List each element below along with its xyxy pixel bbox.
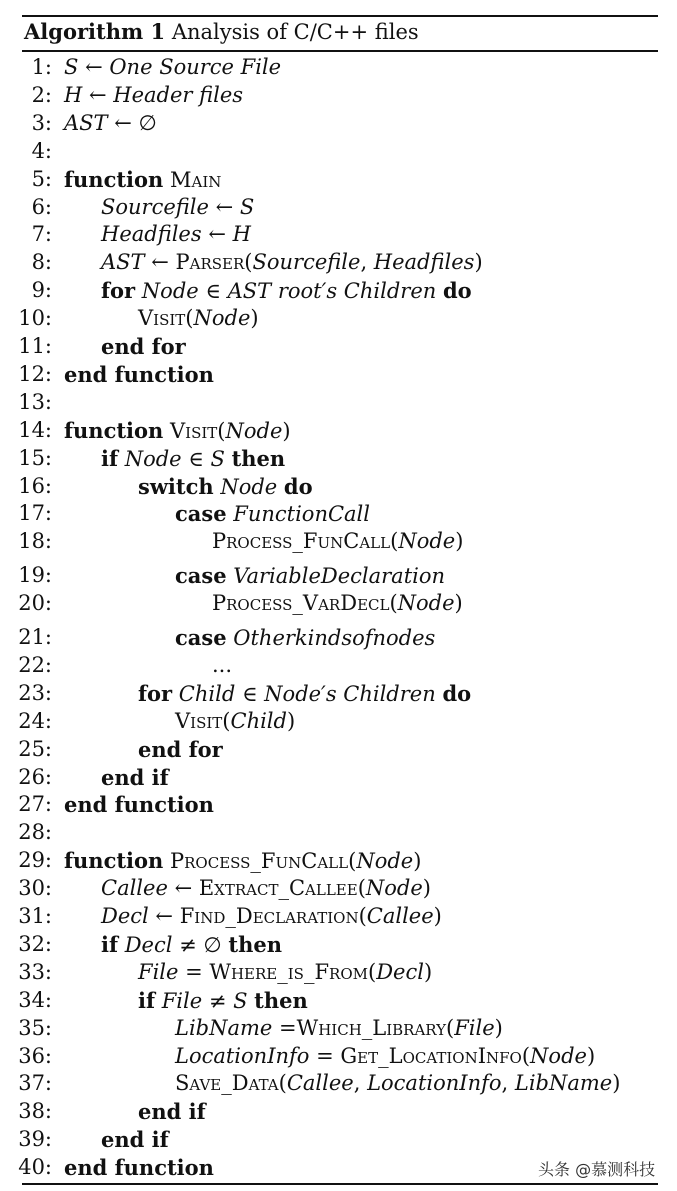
variable: H <box>64 82 83 107</box>
code-text: , <box>353 1071 368 1096</box>
code-text: ) <box>612 1071 621 1096</box>
keyword: end function <box>64 361 214 387</box>
line-code <box>175 1044 595 1068</box>
algorithm-label: Algorithm 1 <box>24 19 166 44</box>
line-number: 6: <box>31 194 52 219</box>
line-number: 20: <box>18 591 52 616</box>
line-number: 12: <box>18 361 52 386</box>
line-code <box>138 681 471 706</box>
line-number: 18: <box>18 529 52 554</box>
code-text: ← <box>144 250 176 275</box>
procedure-name: Extract_Callee <box>198 876 358 901</box>
algorithm-title: Analysis of C/C++ files <box>171 20 419 44</box>
variable: Node <box>530 1043 587 1068</box>
variable: AST root′s Children <box>227 279 437 304</box>
line-code <box>212 653 232 677</box>
line-code <box>64 418 291 443</box>
variable: S <box>233 988 248 1013</box>
line-code <box>101 446 285 471</box>
line-code <box>64 83 243 107</box>
keyword: end for <box>101 334 186 359</box>
code-text: ) <box>286 708 296 733</box>
code-text <box>163 419 170 443</box>
code-text: ( <box>278 1071 287 1096</box>
line-number: 36: <box>18 1043 52 1068</box>
variable: Headfiles <box>101 222 202 247</box>
line-number: 15: <box>18 445 52 470</box>
line-code <box>175 709 295 733</box>
code-text: ← ∅ <box>107 110 157 135</box>
line-number: 10: <box>18 306 52 331</box>
line-code <box>175 1071 620 1095</box>
code-text: ( <box>357 876 366 901</box>
keyword: then <box>228 931 282 957</box>
line-code <box>101 222 251 246</box>
keyword: case <box>175 563 227 589</box>
line-number: 11: <box>18 334 52 358</box>
code-text: ∈ <box>198 279 228 304</box>
keyword: if <box>138 987 156 1013</box>
code-text: ) <box>433 904 442 928</box>
keyword: if <box>101 931 119 957</box>
keyword: end for <box>138 736 223 762</box>
line-code <box>64 111 157 135</box>
line-code <box>101 876 431 900</box>
code-text: ) <box>586 1043 596 1068</box>
code-text: ( <box>185 306 194 331</box>
keyword: then <box>254 987 308 1013</box>
procedure-name: Visit <box>170 418 218 443</box>
code-text: = <box>178 959 210 984</box>
code-text: ) <box>455 529 464 554</box>
line-code <box>175 563 445 588</box>
line-number: 14: <box>18 417 52 442</box>
keyword: end if <box>101 1127 169 1153</box>
code-text <box>118 933 125 957</box>
procedure-name: Where_is_From <box>209 959 368 984</box>
line-code <box>175 1016 503 1040</box>
variable: AST <box>64 110 108 135</box>
keyword: function <box>64 848 164 874</box>
keyword: case <box>175 625 227 650</box>
code-text <box>135 279 142 303</box>
code-text <box>155 989 162 1013</box>
variable: S <box>239 194 255 219</box>
procedure-name: Find_Declaration <box>179 904 359 928</box>
variable: Callee <box>286 1071 354 1096</box>
keyword: if <box>101 445 119 471</box>
variable: FunctionCall <box>233 502 370 527</box>
line-number: 31: <box>18 904 52 928</box>
line-number: 28: <box>18 820 52 845</box>
variable: Child <box>230 708 287 733</box>
code-text: ( <box>446 1015 455 1040</box>
line-number: 16: <box>18 473 52 498</box>
line-code <box>175 625 435 650</box>
variable: VariableDeclaration <box>233 564 446 589</box>
variable: LocationInfo <box>367 1071 502 1096</box>
code-text: ) <box>474 250 483 275</box>
line-number: 34: <box>18 987 52 1012</box>
code-text: ( <box>389 591 398 616</box>
line-number: 38: <box>18 1099 52 1124</box>
code-text: ( <box>358 904 367 928</box>
code-text: ) <box>423 959 433 984</box>
code-text: ( <box>367 959 377 984</box>
line-code <box>64 167 221 192</box>
line-code <box>64 55 281 79</box>
line-number: 26: <box>18 764 52 789</box>
variable: Sourcefile <box>101 194 209 219</box>
variable: Node <box>193 306 251 331</box>
code-text <box>118 447 125 471</box>
code-text: ) <box>413 849 422 874</box>
line-code <box>64 1155 214 1180</box>
line-number: 27: <box>18 792 52 817</box>
line-number: 17: <box>18 501 52 526</box>
line-code <box>212 529 463 553</box>
line-code <box>138 960 432 984</box>
line-code <box>101 250 483 274</box>
code-text: ( <box>222 708 231 733</box>
code-text: ≠ <box>202 988 234 1013</box>
keyword: end if <box>101 764 169 790</box>
variable: Node <box>225 418 283 443</box>
code-text: ← <box>201 222 233 247</box>
code-text: = <box>272 1015 297 1040</box>
procedure-name: Which_Library <box>296 1015 447 1040</box>
line-code <box>101 1127 169 1152</box>
keyword: switch <box>138 473 214 499</box>
line-code <box>138 306 259 330</box>
variable: Callee <box>366 904 434 928</box>
variable: File <box>454 1015 495 1040</box>
line-number: 24: <box>18 708 52 733</box>
line-code <box>101 278 472 303</box>
variable: LocationInfo <box>175 1043 310 1068</box>
variable: Node <box>356 849 414 874</box>
line-number: 5: <box>31 166 52 191</box>
variable: AST <box>101 250 145 275</box>
procedure-name: Main <box>170 167 222 192</box>
line-code <box>101 195 254 219</box>
line-number: 23: <box>18 680 52 705</box>
variable: Node <box>397 591 455 616</box>
code-text: ≠ ∅ <box>172 932 229 957</box>
line-number: 33: <box>18 959 52 984</box>
variable: Node <box>124 446 182 471</box>
bottom-rule <box>22 1183 658 1185</box>
keyword: for <box>138 680 173 706</box>
variable: File <box>161 988 203 1013</box>
line-code <box>101 932 282 957</box>
procedure-name: Get_LocationInfo <box>340 1043 522 1068</box>
keyword: do <box>283 473 313 499</box>
variable: Sourcefile <box>252 250 361 275</box>
code-text: ∈ <box>181 446 211 471</box>
keyword: end function <box>64 1155 214 1181</box>
line-code <box>138 1099 206 1124</box>
variable: Otherkindsofnodes <box>233 626 436 650</box>
variable: Node <box>398 529 456 554</box>
line-number: 8: <box>31 250 52 275</box>
caption-rule <box>22 50 658 52</box>
line-number: 3: <box>31 110 52 135</box>
keyword: end function <box>64 792 214 818</box>
line-code <box>138 474 313 499</box>
variable: Node <box>365 876 423 901</box>
code-text: ← <box>82 82 114 107</box>
line-code <box>212 591 463 615</box>
code-text: ) <box>494 1015 503 1040</box>
keyword: case <box>175 501 227 527</box>
variable: Child <box>178 681 236 706</box>
variable: Node <box>141 279 199 304</box>
line-code <box>101 904 442 928</box>
line-number: 30: <box>18 876 52 901</box>
code-text <box>163 849 170 873</box>
code-text: ) <box>454 591 463 616</box>
line-code <box>175 501 370 526</box>
code-text <box>163 168 170 192</box>
keyword: function <box>64 166 164 192</box>
code-text: ) <box>282 418 291 443</box>
keyword: do <box>442 680 472 706</box>
line-number: 13: <box>18 389 52 414</box>
code-text: , <box>501 1071 515 1096</box>
line-code <box>101 765 169 790</box>
code-text: ← <box>78 55 110 79</box>
line-code <box>138 737 223 762</box>
line-number: 39: <box>18 1127 52 1152</box>
watermark-text: 头条 @慕测科技 <box>538 1160 656 1179</box>
procedure-name: Parser <box>175 250 245 275</box>
line-code <box>64 792 214 817</box>
code-text: ( <box>521 1043 531 1068</box>
variable: Headfiles <box>373 250 475 275</box>
code-text <box>225 447 232 471</box>
procedure-name: Process_FunCall <box>212 529 391 554</box>
code-text: ) <box>250 306 259 331</box>
line-code <box>101 334 186 359</box>
code-text <box>277 475 284 499</box>
variable: LibName <box>175 1015 273 1040</box>
code-text: , <box>360 250 374 275</box>
variable: Decl <box>124 932 173 957</box>
line-number: 19: <box>18 563 52 588</box>
variable: File <box>138 959 179 984</box>
line-code <box>138 988 308 1013</box>
variable: Callee <box>101 876 168 901</box>
code-text: ( <box>244 250 253 275</box>
keyword: end if <box>138 1099 206 1125</box>
algorithm-caption <box>24 19 419 44</box>
line-number: 7: <box>31 222 52 247</box>
line-code <box>64 362 214 387</box>
line-number: 9: <box>31 278 52 303</box>
variable: S <box>210 446 225 471</box>
keyword: function <box>64 417 164 443</box>
variable: LibName <box>514 1071 613 1096</box>
line-code <box>64 848 421 873</box>
code-text: = <box>309 1043 341 1068</box>
line-number: 35: <box>18 1015 52 1040</box>
code-text: ← <box>148 904 180 928</box>
line-number: 29: <box>18 848 52 873</box>
keyword: do <box>442 278 472 304</box>
procedure-name: Process_FunCall <box>170 849 349 874</box>
code-text: ← <box>208 194 240 219</box>
code-text: ... <box>212 652 233 677</box>
line-number: 22: <box>18 652 52 677</box>
variable: Decl <box>101 904 149 928</box>
code-text: ( <box>217 418 226 443</box>
line-number: 37: <box>18 1071 52 1096</box>
variable: Node <box>220 474 278 499</box>
line-number: 40: <box>18 1155 52 1180</box>
code-text: ( <box>348 849 357 874</box>
line-number: 25: <box>18 736 52 761</box>
code-text: ) <box>422 876 431 901</box>
code-text: ∈ <box>235 681 265 706</box>
procedure-name: Visit <box>175 708 223 733</box>
top-rule <box>22 15 658 17</box>
variable: One Source File <box>109 55 282 79</box>
line-number: 21: <box>18 625 52 649</box>
line-number: 2: <box>31 82 52 107</box>
line-number: 4: <box>31 138 52 163</box>
line-number: 1: <box>31 55 52 79</box>
code-text: ( <box>390 529 399 554</box>
code-text <box>172 682 179 706</box>
procedure-name: Process_VarDecl <box>212 591 390 616</box>
code-text: ← <box>167 876 199 901</box>
procedure-name: Visit <box>138 306 186 331</box>
variable: H <box>232 222 251 247</box>
procedure-name: Save_Data <box>175 1071 279 1096</box>
keyword: for <box>101 278 136 304</box>
variable: Decl <box>376 959 424 984</box>
variable: S <box>64 55 79 79</box>
keyword: then <box>231 445 286 471</box>
variable: Header files <box>113 82 244 107</box>
variable: Node′s Children <box>264 681 436 706</box>
code-text <box>436 279 443 303</box>
line-number: 32: <box>18 931 52 956</box>
